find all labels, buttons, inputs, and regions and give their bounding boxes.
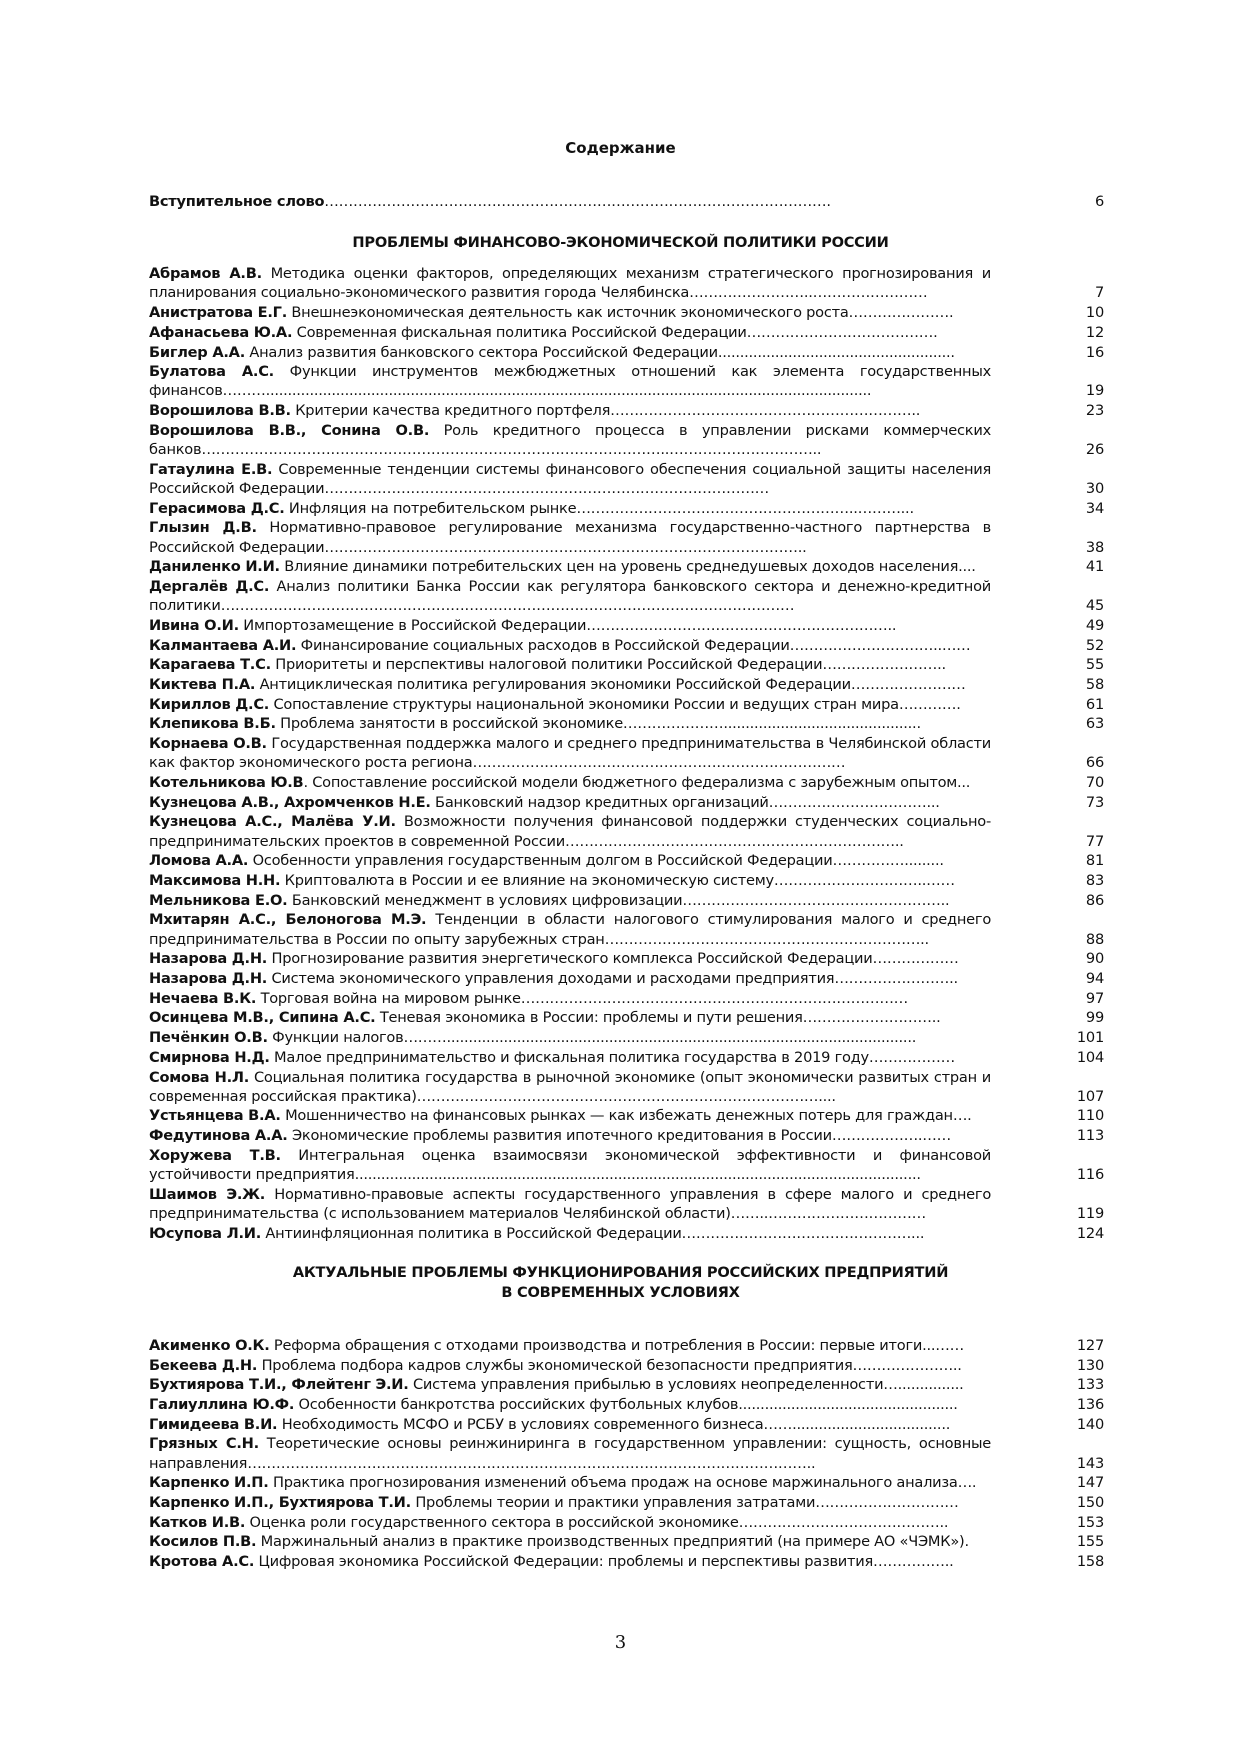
section-2-title-line-2: В СОВРЕМЕННЫХ УСЛОВИЯХ: [501, 1283, 740, 1301]
toc-entry-title: Система управления прибылью в условиях неопределенности…...............: [408, 1376, 964, 1394]
toc-entry[interactable]: [149, 655, 1104, 674]
toc-entry-author: Биглер А.А.: [149, 343, 246, 361]
section-2-title: [0, 1263, 1241, 1303]
toc-entry-page: 155: [1076, 1533, 1104, 1551]
toc-entry[interactable]: [149, 1356, 1104, 1375]
toc-entry-text: [149, 362, 991, 400]
toc-entry-title: Критерии качества кредитного портфеля………………………………………………………..: [290, 402, 921, 420]
toc-entry[interactable]: [149, 871, 1104, 890]
toc-entry[interactable]: [149, 460, 1104, 498]
toc-entry-title: Влияние динамики потребительских цен на уровень среднедушевых доходов населения....: [279, 558, 976, 576]
toc-entry-text: [149, 1068, 991, 1106]
toc-entry-author: Карагаева Т.С.: [149, 656, 271, 674]
toc-entry[interactable]: [149, 1493, 1104, 1512]
toc-entry-page: 10: [1085, 304, 1104, 322]
toc-entry[interactable]: [149, 812, 1104, 850]
toc-entry-author: Корнаева О.В.: [149, 735, 267, 753]
toc-entry[interactable]: [149, 1375, 1104, 1394]
toc-entry-page: 52: [1085, 636, 1104, 654]
toc-entry-author: Устьянцева В.А.: [149, 1107, 281, 1125]
toc-entry-text: [149, 655, 991, 674]
toc-entry-title: Оценка роли государственного сектора в российской экономике……………………………………..: [245, 1513, 949, 1531]
toc-entry[interactable]: [149, 989, 1104, 1008]
toc-entry-page: 7: [1094, 284, 1104, 302]
toc-entry-title: Функции налогов………...........................................................................................................: [267, 1029, 917, 1047]
toc-entry-page: 77: [1085, 832, 1104, 850]
toc-entry-text: [149, 1224, 991, 1243]
toc-entry-author: Карпенко И.П., Бухтиярова Т.И.: [149, 1493, 411, 1511]
toc-entry-title: Проблемы теории и практики управления затратами…………………………: [410, 1493, 959, 1511]
toc-entry-title: Роль кредитного процесса в управлении рисками коммерческих банков……………………………………………………………………………………..…………………………..: [149, 421, 991, 459]
toc-entry-text: [149, 1336, 991, 1355]
toc-entry-page: 101: [1076, 1029, 1104, 1047]
toc-entry-text: [149, 499, 991, 518]
page-number: 3: [614, 1632, 627, 1653]
toc-entry-author: Сомова Н.Л.: [149, 1068, 250, 1086]
toc-entry-page: 113: [1076, 1127, 1104, 1145]
toc-entry-text: [149, 1395, 991, 1414]
toc-entry-page: 153: [1076, 1513, 1104, 1531]
toc-entry[interactable]: [149, 499, 1104, 518]
section-1-title: ПРОБЛЕМЫ ФИНАНСОВО-ЭКОНОМИЧЕСКОЙ ПОЛИТИКИ РОССИИ: [352, 234, 889, 252]
toc-entry-title: Практика прогнозирования изменений объема продаж на основе маржинального анализа….: [268, 1474, 977, 1492]
toc-entry[interactable]: [149, 1395, 1104, 1414]
toc-entry-title: Экономические проблемы развития ипотечного кредитования в России……………….……: [287, 1127, 951, 1145]
toc-entry-title: Криптовалюта в России и ее влияние на экономическую систему…………………………..……: [280, 872, 955, 889]
toc-entry-text: [149, 518, 991, 556]
toc-entry-page: 12: [1085, 323, 1104, 341]
toc-entry-text: [149, 910, 991, 948]
toc-entry-page: 55: [1085, 656, 1104, 674]
toc-entry-title: Проблема занятости в российской экономике………………….............................................: [275, 715, 921, 733]
toc-entry-page: 73: [1085, 793, 1104, 811]
toc-entry-author: Вступительное слово: [149, 193, 325, 210]
toc-entry-page: 41: [1085, 558, 1104, 576]
toc-entry[interactable]: [149, 636, 1104, 655]
toc-entry-page: 150: [1076, 1493, 1104, 1511]
toc-entry[interactable]: [149, 675, 1104, 694]
toc-entry-page: 86: [1085, 891, 1104, 909]
toc-entry[interactable]: [149, 734, 1104, 772]
toc-entry[interactable]: [149, 1532, 1104, 1551]
toc-entry-page: 66: [1085, 754, 1104, 772]
toc-entry-page: 136: [1076, 1395, 1104, 1413]
toc-entry-author: Кузнецова А.В., Ахромченков Н.Е.: [149, 793, 431, 811]
toc-entry-page: 90: [1085, 950, 1104, 968]
table-of-contents: [149, 192, 1104, 1571]
toc-entry-intro[interactable]: [149, 192, 1104, 211]
page-title: Содержание: [565, 139, 676, 157]
toc-entry-page: 97: [1085, 989, 1104, 1007]
toc-entry-title: Государственная поддержка малого и среднего предпринимательства в Челябинской области как фактор экономического роста региона……………………………………………………………………: [149, 735, 991, 772]
toc-entry-title: Теоретические основы реинжиниринга в государственном управлении: сущность, основные направления………………………………………………………………………………………………………..: [149, 1435, 991, 1472]
toc-entry-page: 119: [1076, 1204, 1104, 1222]
toc-entry-author: Глызин Д.В.: [149, 519, 257, 537]
toc-entry-text: [149, 303, 991, 322]
toc-entry-text: [149, 460, 991, 498]
toc-entry-text: [149, 421, 991, 459]
toc-entry-author: Кузнецова А.С., Малёва У.И.: [149, 813, 396, 831]
toc-entry-title: Необходимость МСФО и РСБУ в условиях современного бизнеса……....................................: [277, 1415, 951, 1433]
toc-entry-text: [149, 1185, 991, 1223]
toc-entry-title: Банковский менеджмент в условиях цифровизации………………………………………………..: [287, 891, 950, 909]
toc-entry-author: Грязных С.Н.: [149, 1435, 259, 1453]
toc-entry[interactable]: [149, 518, 1104, 556]
toc-entry-page: 83: [1085, 872, 1104, 889]
toc-entry-author: Кириллов Д.С.: [149, 695, 270, 713]
toc-entry-title: Особенности банкротства российских футбольных клубов..................................................: [294, 1395, 958, 1413]
toc-entry-author: Назарова Д.Н.: [149, 970, 268, 988]
toc-entry[interactable]: [149, 910, 1104, 948]
toc-entry-title: Антициклическая политика регулирования экономики Российской Федерации……………………: [255, 675, 966, 693]
toc-entry-text: [149, 1473, 991, 1492]
toc-entry-title: Функции инструментов межбюджетных отношений как элемента государственных финансов………..........................................................................................................................................: [149, 363, 991, 400]
toc-entry-text: [149, 192, 991, 211]
toc-entry-title: Реформа обращения с отходами производства и потребления в России: первые итоги...……: [269, 1336, 964, 1354]
toc-entry[interactable]: [149, 264, 1104, 302]
toc-entry-title: Прогнозирование развития энергетического комплекса Российской Федерации………………: [267, 950, 959, 968]
toc-entry[interactable]: [149, 1224, 1104, 1243]
toc-entry-text: [149, 557, 991, 576]
toc-entry-title: Финансирование социальных расходов в Российской Федерации…………………………..……: [296, 636, 971, 654]
toc-entry-page: 110: [1076, 1107, 1104, 1125]
toc-entry-title: Нормативно-правовые аспекты государственного управления в сфере малого и среднего предпринимательства (с использованием материалов Челябинской области)……..……………………………: [149, 1185, 991, 1222]
toc-entry-title: Особенности управления государственным долгом в Российской Федерации…………….........: [248, 852, 944, 870]
toc-entry-text: [149, 675, 991, 694]
toc-entry-text: [149, 343, 991, 362]
toc-entry-leader: …………………………………………………………………………………………….: [324, 193, 831, 210]
toc-entry-page: 116: [1076, 1166, 1104, 1184]
toc-entry[interactable]: [149, 1126, 1104, 1145]
toc-entry[interactable]: [149, 1434, 1104, 1472]
toc-entry-author: Мельникова Е.О.: [149, 891, 288, 909]
toc-entry-page: 158: [1076, 1553, 1104, 1571]
toc-entry[interactable]: [149, 1146, 1104, 1184]
toc-entry-page: 19: [1085, 382, 1104, 400]
toc-entry-page: 133: [1076, 1376, 1104, 1394]
toc-entry-author: Юсупова Л.И.: [149, 1224, 261, 1242]
toc-entry-title: Импортозамещение в Российской Федерации………………………………………………………..: [238, 616, 897, 634]
section-2-entries: [149, 1336, 1104, 1571]
toc-entry[interactable]: [149, 1028, 1104, 1047]
toc-entry-author: Печёнкин О.В.: [149, 1029, 268, 1047]
toc-entry-text: [149, 1552, 991, 1571]
toc-entry-author: Ворошилова В.В.: [149, 402, 291, 420]
toc-entry-author: Хоружева Т.В.: [149, 1146, 281, 1164]
toc-entry-text: [149, 773, 991, 792]
toc-entry[interactable]: [149, 1552, 1104, 1571]
toc-entry-page: 70: [1085, 773, 1104, 791]
toc-entry-author: Кротова А.С.: [149, 1553, 255, 1571]
toc-entry-text: [149, 734, 991, 772]
toc-entry-text: [149, 1513, 991, 1532]
toc-entry[interactable]: [149, 695, 1104, 714]
toc-entry-title: Маржинальный анализ в практике производственных предприятий (на примере АО «ЧЭМК»).: [256, 1533, 969, 1551]
toc-entry[interactable]: [149, 343, 1104, 362]
toc-entry-text: [149, 1126, 991, 1145]
toc-entry-title: Торговая война на мировом рынке………………………………………………………………………: [256, 989, 909, 1007]
toc-entry-text: [149, 812, 991, 850]
toc-entry-page: 16: [1085, 343, 1104, 361]
toc-entry[interactable]: [149, 1106, 1104, 1125]
toc-entry-title: Система экономического управления доходами и расходами предприятия……………………..: [267, 970, 958, 988]
toc-entry-title: Возможности получения финансовой поддержки студенческих социально-предпринимательских проектов в современной России……………………………………………………………..: [149, 813, 991, 850]
toc-entry-page: 140: [1076, 1415, 1104, 1433]
toc-entry-title: Банковский надзор кредитных организаций……………………………...: [430, 793, 940, 811]
toc-entry-text: [149, 793, 991, 812]
toc-entry-text: [149, 616, 991, 635]
toc-entry-text: [149, 264, 991, 302]
toc-entry-title: Современная фискальная политика Российской Федерации………………………………….: [292, 323, 938, 341]
toc-entry-title: Анализ развития банковского сектора Российской Федерации......................................................: [245, 343, 955, 361]
toc-entry-author: Осинцева М.В., Сипина А.С.: [149, 1009, 376, 1027]
toc-entry-text: [149, 1008, 991, 1027]
toc-entry-text: [149, 1146, 991, 1184]
toc-entry-page: 88: [1085, 930, 1104, 948]
toc-entry-page: 34: [1085, 499, 1104, 517]
toc-entry-author: Афанасьева Ю.А.: [149, 323, 293, 341]
toc-entry-page: 99: [1085, 1009, 1104, 1027]
toc-entry-text: [149, 871, 991, 890]
toc-entry-title: Сопоставление структуры национальной экономики России и ведущих стран мира………….: [269, 695, 961, 713]
toc-entry-author: Анистратова Е.Г.: [149, 304, 288, 322]
toc-entry-page: 124: [1076, 1224, 1104, 1242]
toc-entry-title: Интегральная оценка взаимосвязи экономической эффективности и финансовой устойчивости предприятия.................................................................................................................................: [149, 1146, 991, 1184]
toc-entry-page: 6: [1094, 193, 1104, 210]
toc-entry-text: [149, 1532, 991, 1551]
toc-entry-page: 143: [1076, 1454, 1104, 1472]
toc-entry-text: [149, 949, 991, 968]
toc-entry[interactable]: [149, 421, 1104, 459]
toc-entry[interactable]: [149, 362, 1104, 400]
toc-entry-author: Ломова А.А.: [149, 852, 249, 870]
toc-entry-page: 61: [1085, 695, 1104, 713]
toc-entry[interactable]: [149, 577, 1104, 615]
toc-entry-text: [149, 851, 991, 870]
toc-entry-page: 58: [1085, 675, 1104, 693]
toc-entry-text: [149, 1048, 991, 1067]
toc-entry-author: Бухтиярова Т.И., Флейтенг Э.И.: [149, 1376, 409, 1394]
toc-entry[interactable]: [149, 851, 1104, 870]
toc-entry[interactable]: [149, 714, 1104, 733]
toc-entry-page: 23: [1085, 402, 1104, 420]
toc-entry[interactable]: [149, 1008, 1104, 1027]
toc-entry-title: Современные тенденции системы финансового обеспечения социальной защиты населения Российской Федерации…………………………………………………………………………………: [149, 460, 992, 497]
toc-entry-text: [149, 1493, 991, 1512]
toc-entry-author: Нечаева В.К.: [149, 989, 257, 1007]
toc-entry-author: Калмантаева А.И.: [149, 636, 297, 654]
toc-entry-text: [149, 695, 991, 714]
toc-entry-title: . Сопоставление российской модели бюджетного федерализма с зарубежным опытом...: [303, 773, 971, 791]
toc-entry[interactable]: [149, 1513, 1104, 1532]
toc-entry-page: 107: [1076, 1087, 1104, 1105]
toc-entry-text: [149, 714, 991, 733]
toc-entry-title: Методика оценки факторов, определяющих механизм стратегического прогнозирования и планирования социально-экономического развития города Челябинска……………………..……………………: [149, 265, 991, 302]
toc-entry-author: Шаимов Э.Ж.: [149, 1185, 266, 1203]
toc-entry-author: Киктева П.А.: [149, 675, 256, 693]
toc-entry[interactable]: [149, 1185, 1104, 1223]
toc-entry[interactable]: [149, 1336, 1104, 1355]
toc-entry-author: Бекеева Д.Н.: [149, 1356, 258, 1374]
toc-entry-author: Смирнова Н.Д.: [149, 1048, 270, 1066]
toc-entry-title: Малое предпринимательство и фискальная политика государства в 2019 году………………: [269, 1048, 955, 1066]
toc-entry[interactable]: [149, 1415, 1104, 1434]
toc-entry-page: 147: [1076, 1474, 1104, 1492]
toc-entry-page: 63: [1085, 715, 1104, 733]
section-2-title-line-1: АКТУАЛЬНЫЕ ПРОБЛЕМЫ ФУНКЦИОНИРОВАНИЯ РОССИЙСКИХ ПРЕДПРИЯТИЙ: [292, 1263, 949, 1281]
toc-entry-author: Косилов П.В.: [149, 1533, 257, 1551]
toc-entry-author: Галиуллина Ю.Ф.: [149, 1395, 295, 1413]
toc-entry-page: 94: [1085, 970, 1104, 988]
toc-entry-text: [149, 577, 991, 615]
toc-entry-title: Цифровая экономика Российской Федерации: проблемы и перспективы развития……………..: [254, 1553, 954, 1571]
toc-entry-author: Федутинова А.А.: [149, 1127, 288, 1145]
toc-entry-title: Мошенничество на финансовых рынках — как избежать денежных потерь для граждан….: [280, 1107, 972, 1125]
toc-entry-page: 49: [1085, 616, 1104, 634]
toc-entry[interactable]: [149, 1473, 1104, 1492]
toc-entry-text: [149, 1106, 991, 1125]
toc-entry-title: Тенденции в области налогового стимулирования малого и среднего предпринимательства в России по опыту зарубежных стран…………………………………………………………..: [149, 911, 991, 948]
toc-entry-text: [149, 636, 991, 655]
toc-entry[interactable]: [149, 793, 1104, 812]
toc-entry-author: Карпенко И.П.: [149, 1474, 269, 1492]
toc-entry-author: Мхитарян А.С., Белоногова М.Э.: [149, 911, 427, 929]
toc-entry-text: [149, 891, 991, 910]
toc-entry[interactable]: [149, 949, 1104, 968]
toc-entry-page: 130: [1076, 1356, 1104, 1374]
toc-entry-author: Герасимова Д.С.: [149, 499, 285, 517]
toc-entry-author: Булатова А.С.: [149, 363, 274, 381]
toc-entry[interactable]: [149, 969, 1104, 988]
toc-entry-title: Анализ политики Банка России как регулятора банковского сектора и денежно-кредитной политики…………………………………………………………………………………………………………: [149, 577, 991, 615]
toc-entry[interactable]: [149, 616, 1104, 635]
toc-entry-page: 81: [1085, 852, 1104, 870]
toc-entry-author: Даниленко И.И.: [149, 558, 280, 576]
toc-entry-title: Антиинфляционная политика в Российской Федерации…………………………………………...: [261, 1224, 925, 1242]
toc-entry[interactable]: [149, 1068, 1104, 1106]
toc-entry-author: Гимидеева В.И.: [149, 1415, 278, 1433]
toc-entry-text: [149, 1356, 991, 1375]
toc-entry-page: 127: [1076, 1336, 1104, 1354]
toc-entry-author: Дергалёв Д.С.: [149, 577, 270, 595]
toc-entry-text: [149, 969, 991, 988]
toc-entry[interactable]: [149, 401, 1104, 420]
toc-entry[interactable]: [149, 323, 1104, 342]
toc-entry-text: [149, 1415, 991, 1434]
toc-entry-title: Приоритеты и перспективы налоговой политики Российской Федерации……………………..: [270, 656, 946, 674]
toc-entry[interactable]: [149, 773, 1104, 792]
toc-entry-page: 26: [1085, 441, 1104, 459]
toc-entry-page: 45: [1085, 597, 1104, 615]
toc-entry-title: Социальная политика государства в рыночной экономике (опыт экономически развитых стран и современная российская практика)…………………………………………………………………………....: [149, 1068, 992, 1105]
toc-entry-title: Инфляция на потребительском рынке…………………………………………………..………...: [284, 499, 914, 517]
toc-entry-text: [149, 1375, 991, 1394]
toc-entry-text: [149, 1434, 991, 1472]
toc-entry-text: [149, 401, 991, 420]
toc-entry-author: Клепикова В.Б.: [149, 715, 276, 733]
toc-entry-author: Назарова Д.Н.: [149, 950, 268, 968]
toc-entry-title: Теневая экономика в России: проблемы и пути решения………………………..: [375, 1009, 941, 1027]
toc-entry[interactable]: [149, 891, 1104, 910]
toc-entry-page: 38: [1085, 538, 1104, 556]
toc-entry-author: Акименко О.К.: [149, 1336, 270, 1354]
toc-entry[interactable]: [149, 303, 1104, 322]
toc-entry[interactable]: [149, 557, 1104, 576]
toc-entry-title: Внешнеэкономическая деятельность как источник экономического роста………………….: [287, 304, 954, 322]
toc-entry-author: Максимова Н.Н.: [149, 872, 281, 889]
toc-entry[interactable]: [149, 1048, 1104, 1067]
toc-entry-author: Абрамов А.В.: [149, 265, 262, 283]
toc-entry-text: [149, 323, 991, 342]
toc-entry-title: Проблема подбора кадров службы экономической безопасности предприятия…………………..: [257, 1356, 962, 1374]
toc-entry-title: Нормативно-правовое регулирование механизма государственно-частного партнерства в Российской Федерации………………………………………………………………………………………..: [149, 519, 991, 556]
toc-entry-page: 104: [1076, 1048, 1104, 1066]
toc-entry-text: [149, 989, 991, 1008]
toc-entry-author: Гатаулина Е.В.: [149, 460, 273, 478]
toc-entry-page: 30: [1085, 479, 1104, 497]
toc-entry-text: [149, 1028, 991, 1047]
toc-entry-author: Котельникова Ю.В: [149, 773, 304, 791]
toc-entry-author: Ивина О.И.: [149, 616, 239, 634]
section-1-entries: [149, 264, 1104, 1243]
toc-entry-author: Ворошилова В.В., Сонина О.В.: [149, 421, 430, 439]
toc-entry-author: Катков И.В.: [149, 1513, 246, 1531]
